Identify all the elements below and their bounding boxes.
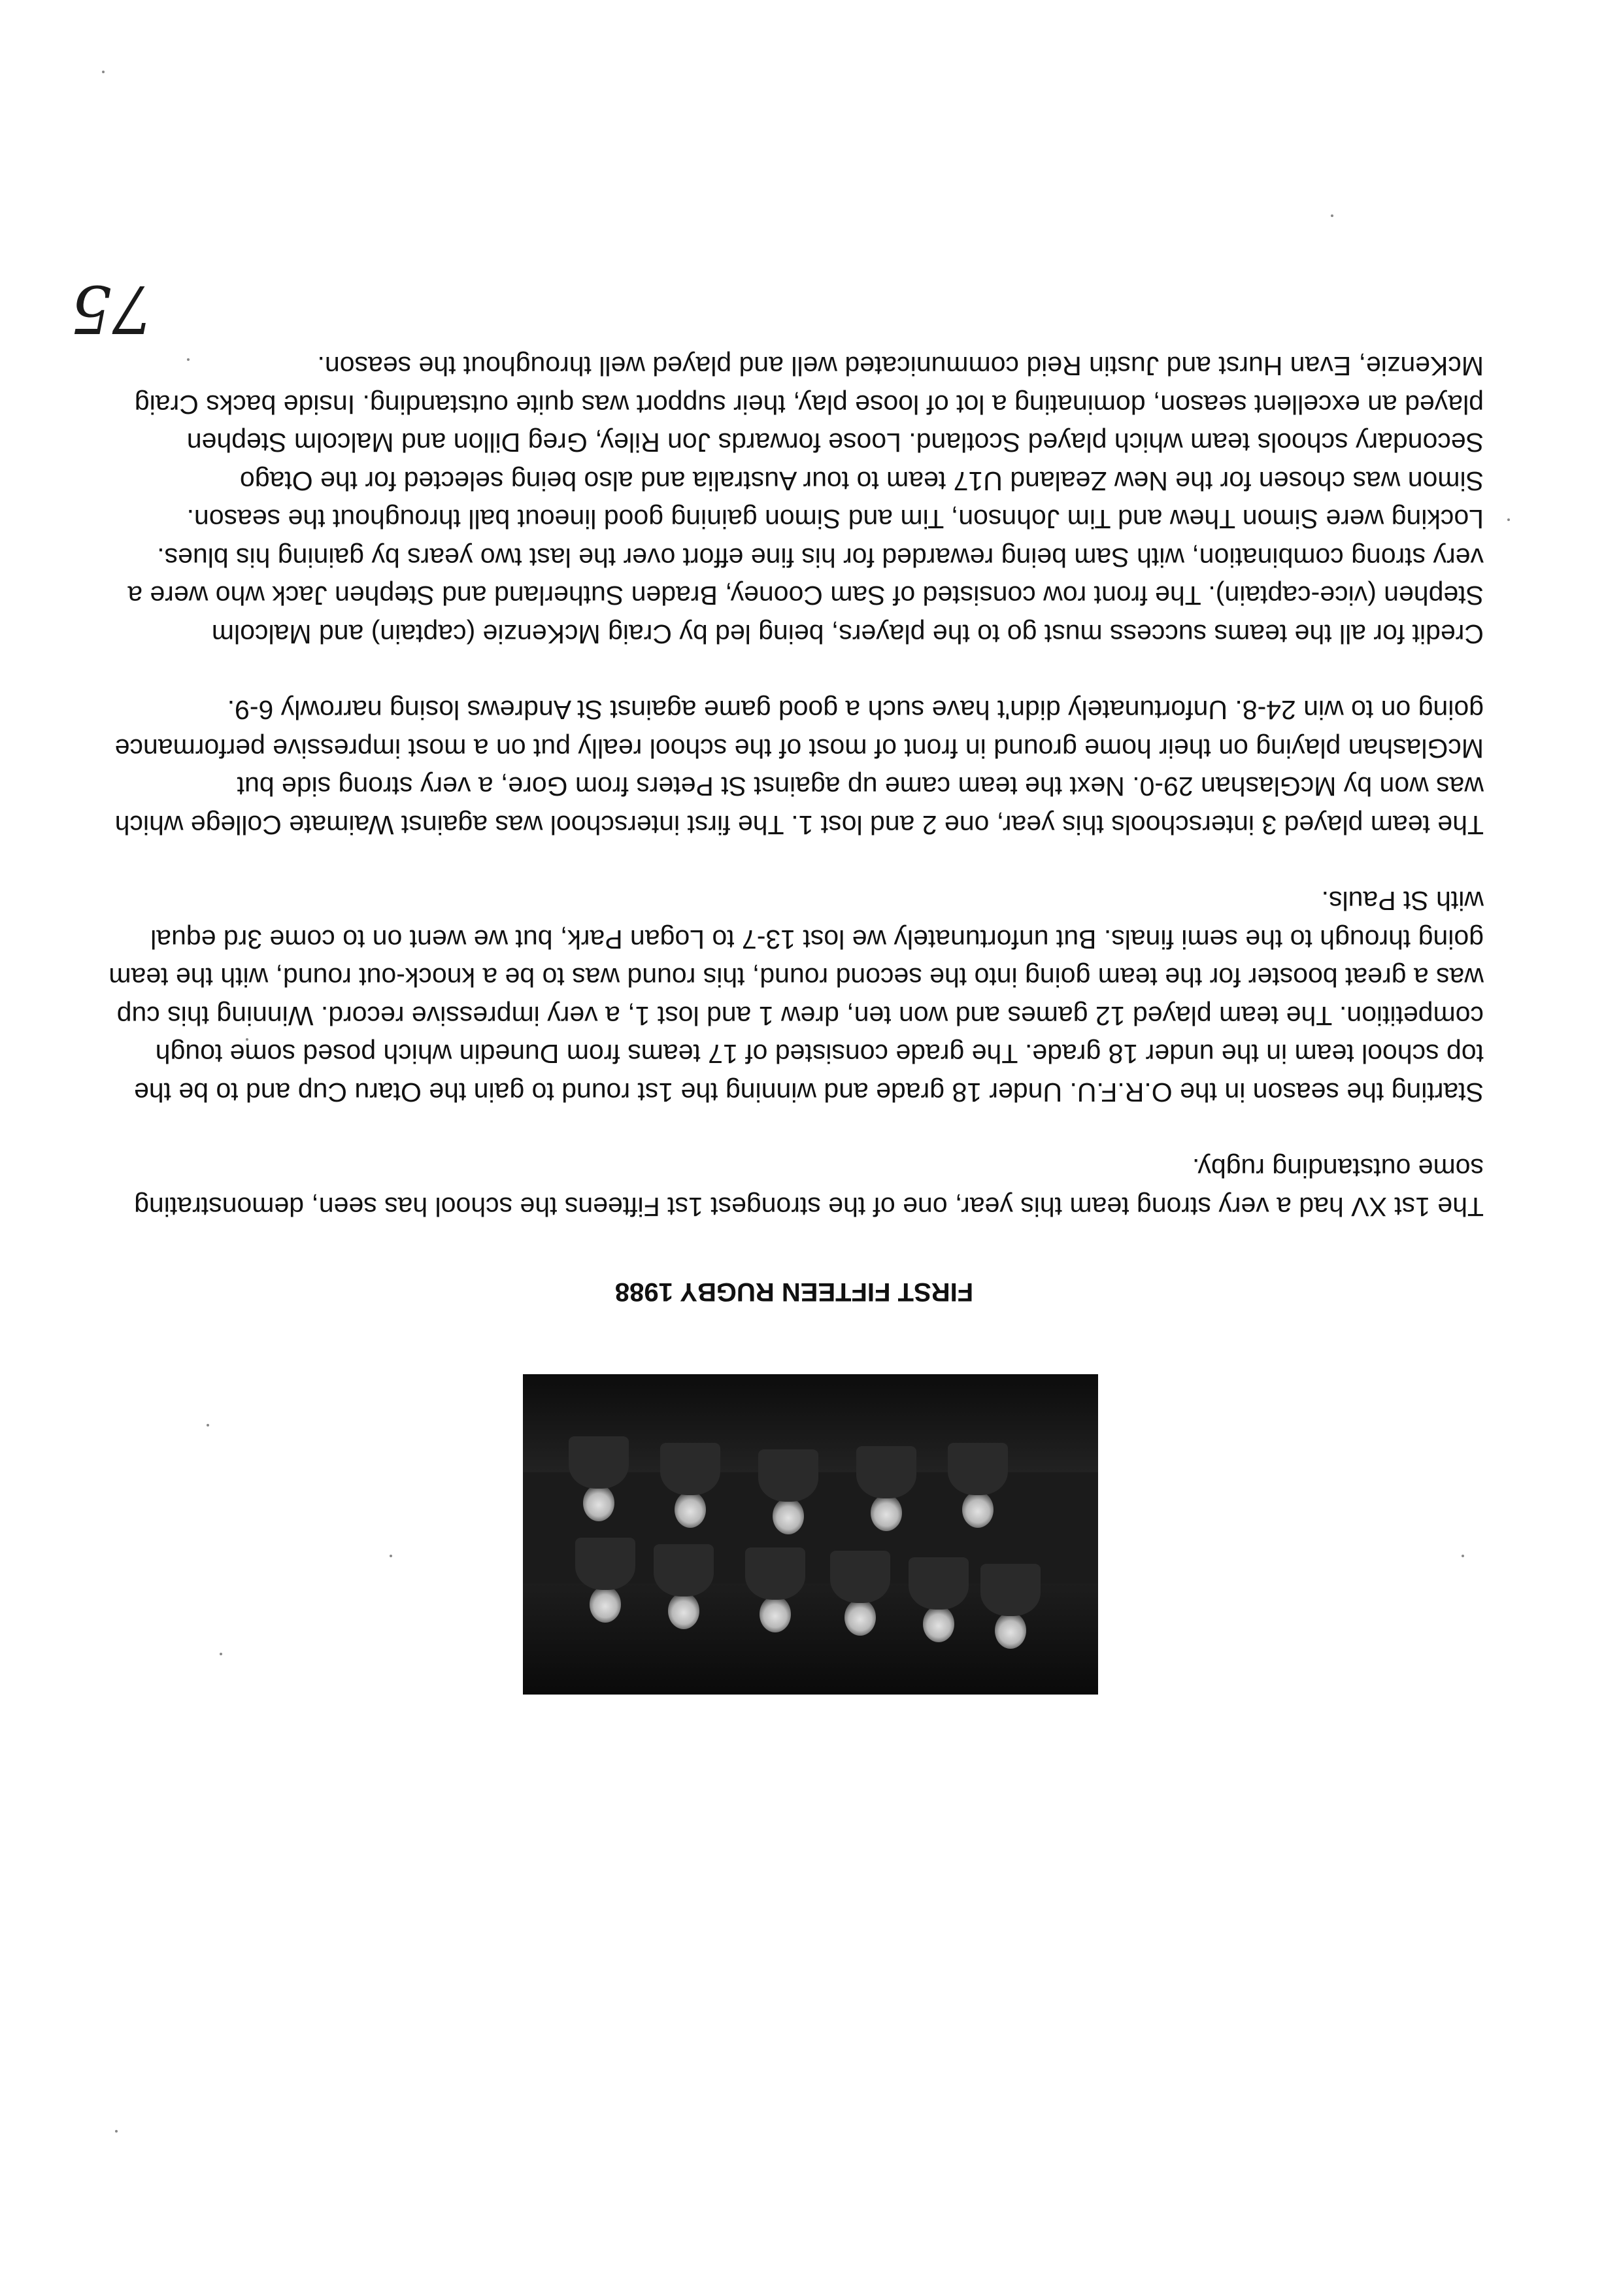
scan-speck (390, 1555, 392, 1557)
scan-speck (220, 1653, 222, 1655)
player-head (675, 1491, 706, 1528)
paragraph-intro: The 1st XV had a very strong team this year, one of the strongest 1st Fifteens the school has seen, demonstrating some outstanding rugby. (134, 1153, 1484, 1222)
player-torso (758, 1449, 818, 1502)
player-torso (575, 1538, 635, 1590)
player-torso (830, 1551, 890, 1603)
scan-speck (1462, 1555, 1464, 1557)
player-torso (856, 1446, 916, 1498)
player-head (583, 1485, 614, 1521)
player-torso (745, 1547, 805, 1600)
scan-speck (115, 2130, 118, 2133)
player-head (923, 1606, 954, 1642)
article-body (105, 309, 1484, 1309)
scan-speck (1331, 214, 1333, 217)
player-torso (948, 1443, 1008, 1495)
page-number: 75 (70, 271, 154, 347)
player-torso (660, 1443, 720, 1495)
player-torso (569, 1436, 629, 1489)
player-head (668, 1593, 699, 1629)
paragraph-players: Credit for all the teams success must go to the players, being led by Craig McKenzie (captain) and Malcolm Stephen (vice-captain). The front row consisted of Sam Cooney, Braden Sutherland and Stephen Jack who were a very strong combination, with Sam being rewarded for his fine effort over the last two years by gaining his blues. Locking were Simon Thew and Tim Johnson, Tim and Simon gaining good lineout ball throughout the season. Simon was chosen for the New Zealand U17 team to tour Australia and also being selected for the Otago Secondary schools team which played Scotland. Loose forwards Jon Riley, Greg Dillon and Malcolm Stephen played an excellent season, dominating a lot of loose play, their support was quite outstanding. Inside backs Craig McKenzie, Evan Hurst and Justin Reid communicated well and played well throughout the season. (127, 351, 1484, 649)
paragraph-season: Starting the season in the O.R.F.U. Under 18 grade and winning the 1st round to gain the Otaru Cup and to be the top school team in the under 18 grade. The grade consisted of 17 teams from Dunedin which posed some tough competition. The team played 12 games and won ten, drew 1 and lost 1, a very impressive record. Winning this cup was a great booster for the team going into the second round, this round was to be a knock-out round, with the team going through to the semi finals. But unfortunately we lost 13-7 to Logan Park, but we went on to come 3rd equal with St Pauls. (109, 886, 1484, 1107)
paragraph-interschools: The team played 3 interschools this year, one 2 and lost 1. The first interschool was against Waimate College which was won by McGlashan 29-0. Next the team came up against St Peters from Gore, a very strong side but McGlashan playing on their home ground in front of most of the school really put on a most impressive performance going on to win 24-8. Unfortunately didn't have such a good game against St Andrews losing narrowly 6-9. (114, 695, 1484, 840)
player-head (844, 1599, 876, 1636)
player-head (773, 1498, 804, 1534)
player-head (962, 1491, 994, 1528)
player-head (760, 1596, 791, 1632)
player-torso (654, 1544, 714, 1596)
player-head (995, 1612, 1026, 1649)
scan-speck (1507, 518, 1510, 521)
scan-speck (102, 71, 105, 73)
player-torso (909, 1557, 969, 1610)
page-title: FIRST FIFTEEN RUGBY 1988 (614, 1277, 974, 1306)
player-head (590, 1586, 621, 1623)
player-torso (980, 1564, 1041, 1616)
player-head (871, 1494, 902, 1531)
scan-speck (207, 1424, 209, 1427)
team-photo (523, 1374, 1098, 1695)
